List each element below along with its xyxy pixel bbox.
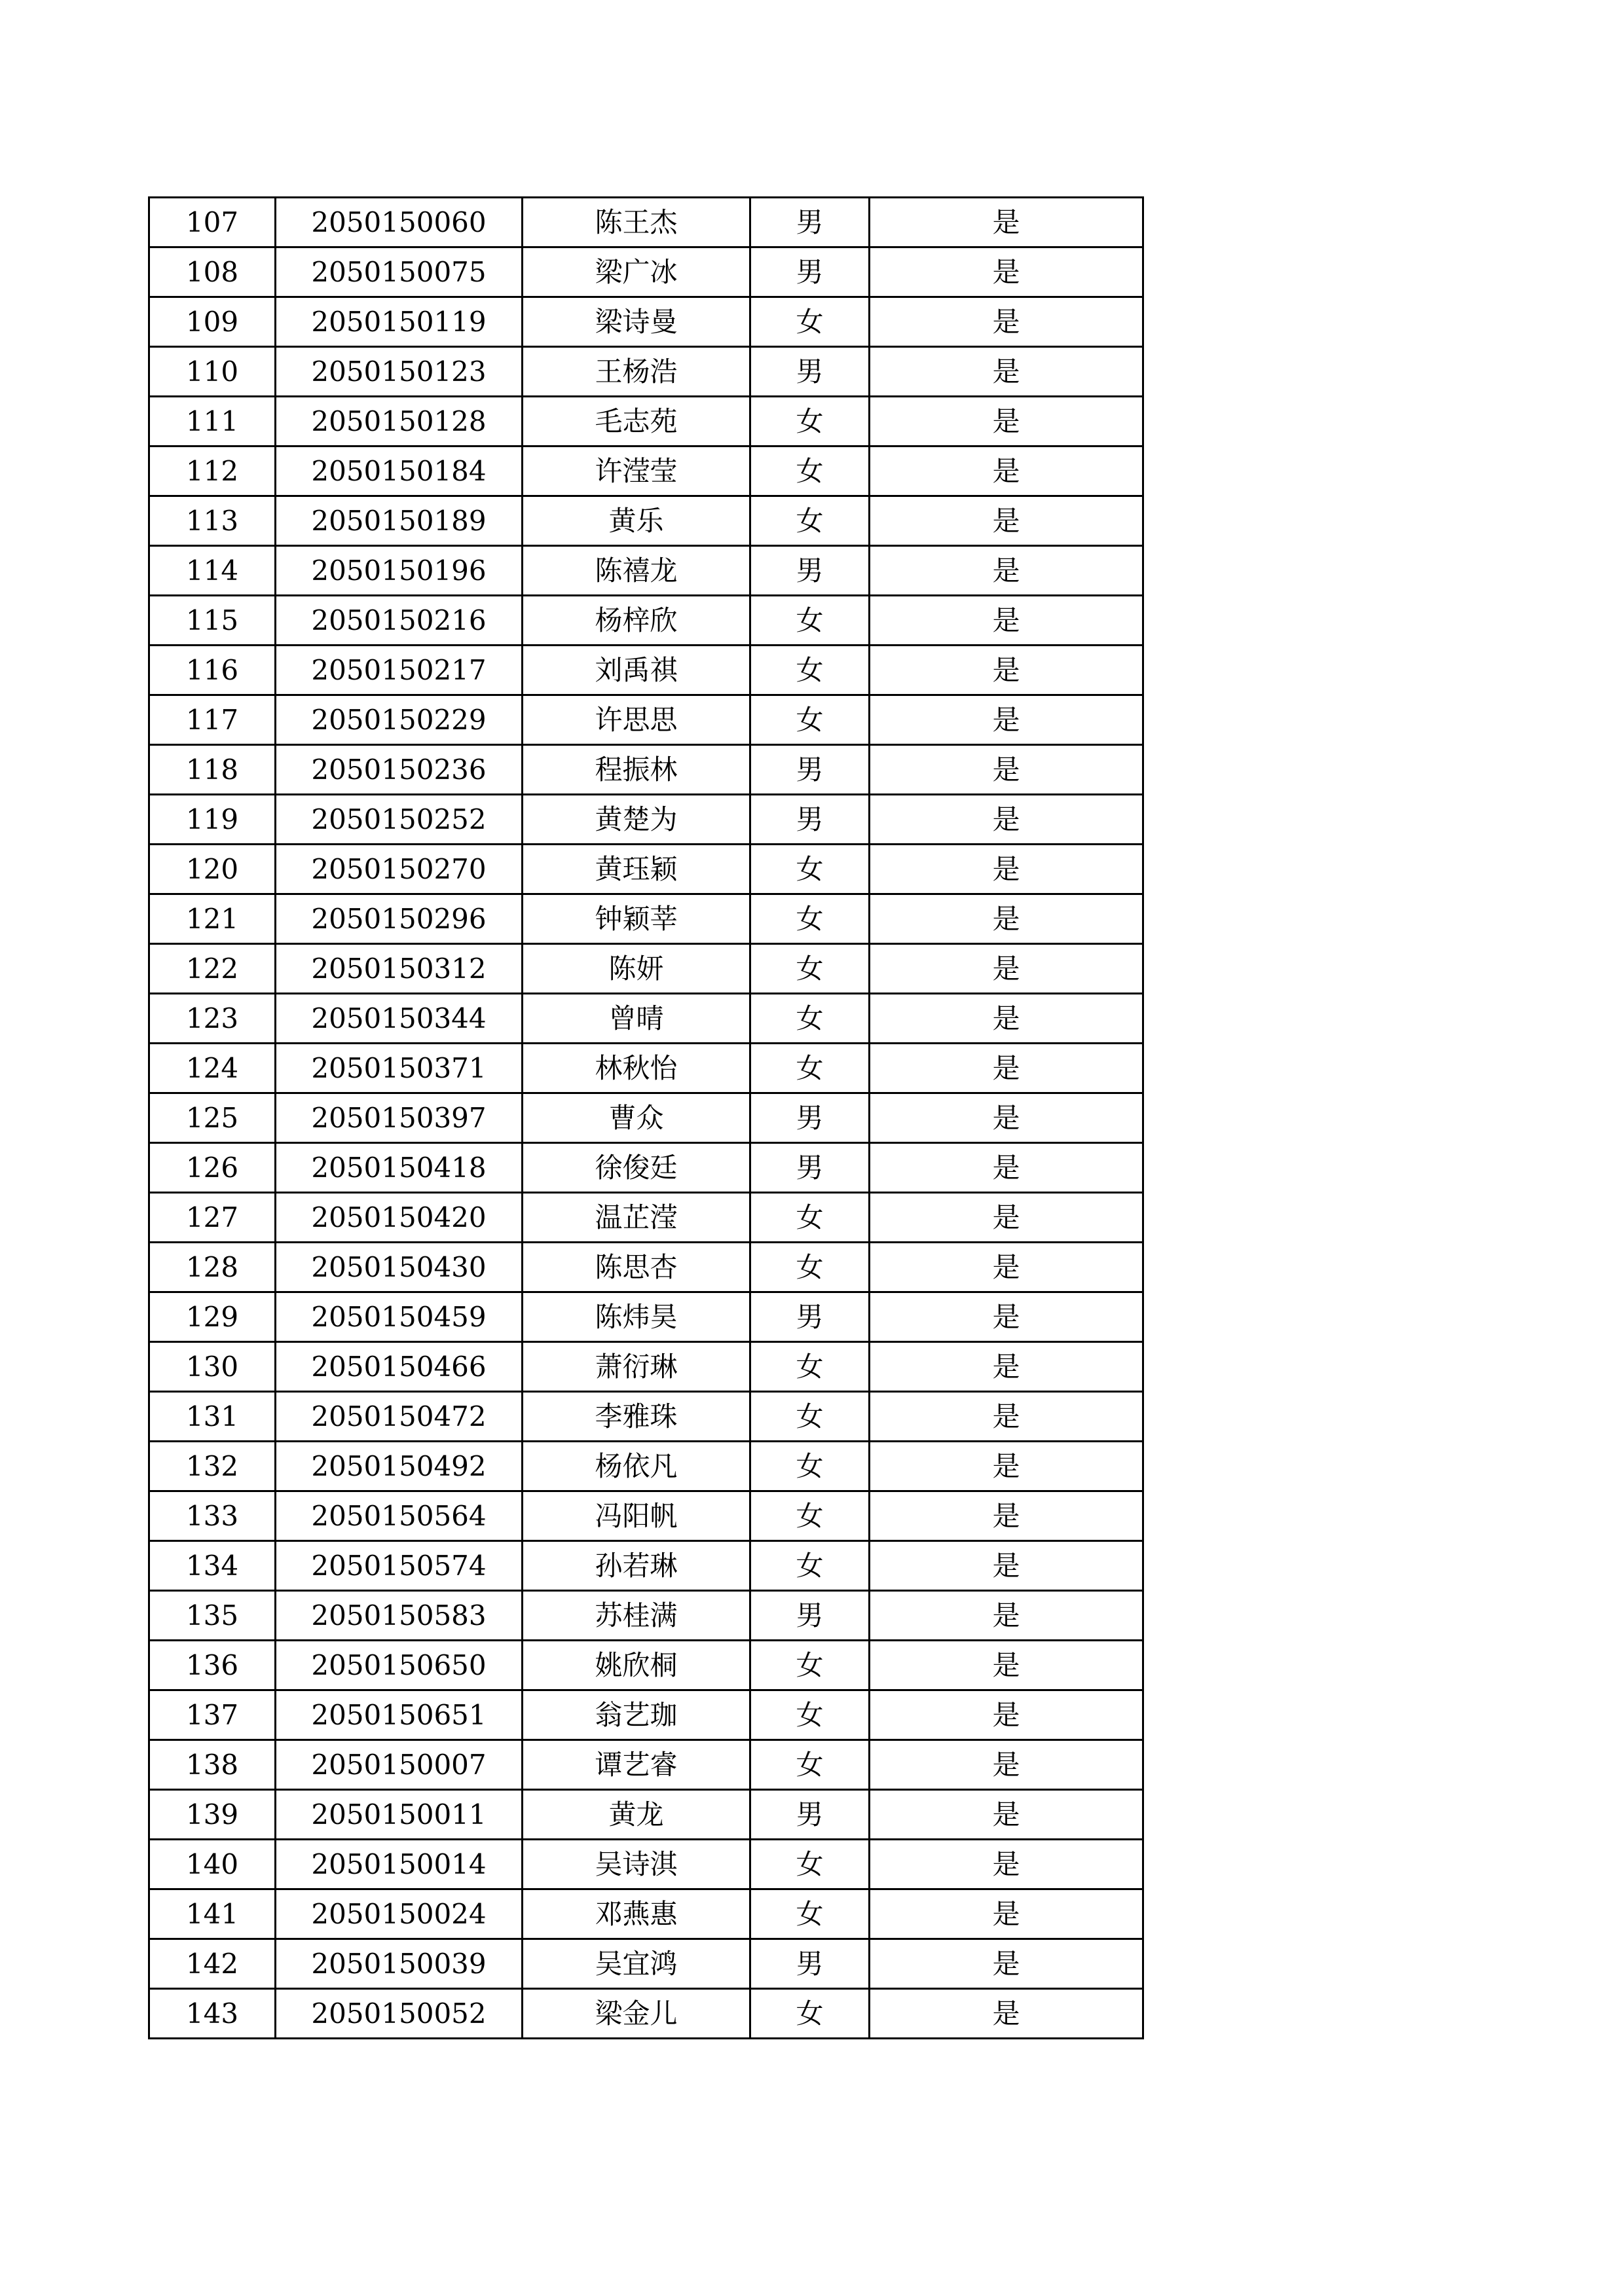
- gender-cell: 男: [750, 1939, 870, 1989]
- gender-cell: 女: [750, 1243, 870, 1292]
- row-number-cell: 122: [149, 944, 276, 994]
- student-name-cell: 杨梓欣: [523, 596, 750, 646]
- row-number-cell: 113: [149, 496, 276, 546]
- table-row: [149, 496, 1143, 546]
- table-row: [149, 1939, 1143, 1989]
- student-name-cell: 姚欣桐: [523, 1641, 750, 1690]
- status-cell: 是: [870, 1690, 1143, 1740]
- status-cell: 是: [870, 1044, 1143, 1093]
- student-name-cell: 邓燕惠: [523, 1889, 750, 1939]
- gender-cell: 女: [750, 1541, 870, 1591]
- student-table: [148, 196, 1144, 2039]
- row-number-cell: 117: [149, 695, 276, 745]
- row-number-cell: 120: [149, 845, 276, 894]
- table-row: [149, 1840, 1143, 1889]
- row-number-cell: 134: [149, 1541, 276, 1591]
- status-cell: 是: [870, 994, 1143, 1044]
- student-id-cell: 2050150270: [276, 845, 523, 894]
- row-number-cell: 111: [149, 397, 276, 446]
- student-name-cell: 陈妍: [523, 944, 750, 994]
- row-number-cell: 115: [149, 596, 276, 646]
- gender-cell: 女: [750, 944, 870, 994]
- gender-cell: 女: [750, 1989, 870, 2039]
- student-name-cell: 吴诗淇: [523, 1840, 750, 1889]
- table-row: [149, 1342, 1143, 1392]
- gender-cell: 女: [750, 1840, 870, 1889]
- student-name-cell: 黄楚为: [523, 795, 750, 845]
- student-id-cell: 2050150184: [276, 446, 523, 496]
- table-row: [149, 446, 1143, 496]
- row-number-cell: 109: [149, 297, 276, 347]
- row-number-cell: 137: [149, 1690, 276, 1740]
- student-id-cell: 2050150196: [276, 546, 523, 596]
- gender-cell: 女: [750, 596, 870, 646]
- status-cell: 是: [870, 496, 1143, 546]
- table-row: [149, 546, 1143, 596]
- student-name-cell: 吴宜鸿: [523, 1939, 750, 1989]
- table-row: [149, 1690, 1143, 1740]
- student-id-cell: 2050150418: [276, 1143, 523, 1193]
- table-row: [149, 1889, 1143, 1939]
- row-number-cell: 128: [149, 1243, 276, 1292]
- gender-cell: 女: [750, 397, 870, 446]
- gender-cell: 女: [750, 994, 870, 1044]
- status-cell: 是: [870, 1591, 1143, 1641]
- student-name-cell: 萧衍琳: [523, 1342, 750, 1392]
- table-row: [149, 795, 1143, 845]
- gender-cell: 女: [750, 446, 870, 496]
- gender-cell: 女: [750, 1193, 870, 1243]
- student-name-cell: 黄乐: [523, 496, 750, 546]
- gender-cell: 女: [750, 894, 870, 944]
- status-cell: 是: [870, 1442, 1143, 1491]
- table-row: [149, 1591, 1143, 1641]
- status-cell: 是: [870, 646, 1143, 695]
- student-name-cell: 王杨浩: [523, 347, 750, 397]
- student-id-cell: 2050150252: [276, 795, 523, 845]
- student-id-cell: 2050150229: [276, 695, 523, 745]
- student-name-cell: 陈思杏: [523, 1243, 750, 1292]
- table-row: [149, 1491, 1143, 1541]
- table-row: [149, 845, 1143, 894]
- student-id-cell: 2050150014: [276, 1840, 523, 1889]
- row-number-cell: 125: [149, 1093, 276, 1143]
- row-number-cell: 108: [149, 247, 276, 297]
- student-name-cell: 杨依凡: [523, 1442, 750, 1491]
- status-cell: 是: [870, 795, 1143, 845]
- row-number-cell: 129: [149, 1292, 276, 1342]
- student-name-cell: 钟颖莘: [523, 894, 750, 944]
- student-name-cell: 翁艺珈: [523, 1690, 750, 1740]
- row-number-cell: 131: [149, 1392, 276, 1442]
- student-name-cell: 曾晴: [523, 994, 750, 1044]
- status-cell: 是: [870, 1939, 1143, 1989]
- gender-cell: 男: [750, 745, 870, 795]
- student-table-body: [149, 198, 1143, 2039]
- student-id-cell: 2050150466: [276, 1342, 523, 1392]
- status-cell: 是: [870, 1392, 1143, 1442]
- student-id-cell: 2050150007: [276, 1740, 523, 1790]
- status-cell: 是: [870, 845, 1143, 894]
- student-id-cell: 2050150296: [276, 894, 523, 944]
- table-row: [149, 1292, 1143, 1342]
- student-id-cell: 2050150052: [276, 1989, 523, 2039]
- gender-cell: 男: [750, 247, 870, 297]
- table-row: [149, 1243, 1143, 1292]
- table-row: [149, 1740, 1143, 1790]
- gender-cell: 女: [750, 496, 870, 546]
- table-row: [149, 894, 1143, 944]
- student-name-cell: 徐俊廷: [523, 1143, 750, 1193]
- status-cell: 是: [870, 1243, 1143, 1292]
- student-id-cell: 2050150459: [276, 1292, 523, 1342]
- table-row: [149, 1044, 1143, 1093]
- row-number-cell: 107: [149, 198, 276, 247]
- table-row: [149, 297, 1143, 347]
- gender-cell: 男: [750, 1292, 870, 1342]
- student-id-cell: 2050150583: [276, 1591, 523, 1641]
- gender-cell: 女: [750, 1690, 870, 1740]
- row-number-cell: 112: [149, 446, 276, 496]
- status-cell: 是: [870, 1740, 1143, 1790]
- status-cell: 是: [870, 1342, 1143, 1392]
- status-cell: 是: [870, 397, 1143, 446]
- row-number-cell: 133: [149, 1491, 276, 1541]
- student-id-cell: 2050150128: [276, 397, 523, 446]
- table-row: [149, 994, 1143, 1044]
- status-cell: 是: [870, 1889, 1143, 1939]
- table-row: [149, 1790, 1143, 1840]
- table-row: [149, 596, 1143, 646]
- student-id-cell: 2050150650: [276, 1641, 523, 1690]
- gender-cell: 女: [750, 1044, 870, 1093]
- student-name-cell: 陈王杰: [523, 198, 750, 247]
- gender-cell: 女: [750, 1889, 870, 1939]
- row-number-cell: 139: [149, 1790, 276, 1840]
- student-id-cell: 2050150651: [276, 1690, 523, 1740]
- table-row: [149, 397, 1143, 446]
- status-cell: 是: [870, 745, 1143, 795]
- student-id-cell: 2050150492: [276, 1442, 523, 1491]
- student-id-cell: 2050150060: [276, 198, 523, 247]
- student-id-cell: 2050150344: [276, 994, 523, 1044]
- student-name-cell: 孙若琳: [523, 1541, 750, 1591]
- gender-cell: 男: [750, 1790, 870, 1840]
- student-id-cell: 2050150312: [276, 944, 523, 994]
- table-row: [149, 1193, 1143, 1243]
- student-name-cell: 林秋怡: [523, 1044, 750, 1093]
- student-id-cell: 2050150216: [276, 596, 523, 646]
- student-name-cell: 梁广冰: [523, 247, 750, 297]
- gender-cell: 男: [750, 1591, 870, 1641]
- status-cell: 是: [870, 347, 1143, 397]
- student-id-cell: 2050150024: [276, 1889, 523, 1939]
- student-id-cell: 2050150119: [276, 297, 523, 347]
- student-name-cell: 梁金儿: [523, 1989, 750, 2039]
- status-cell: 是: [870, 198, 1143, 247]
- student-name-cell: 黄珏颖: [523, 845, 750, 894]
- gender-cell: 男: [750, 198, 870, 247]
- student-id-cell: 2050150123: [276, 347, 523, 397]
- gender-cell: 女: [750, 1740, 870, 1790]
- status-cell: 是: [870, 446, 1143, 496]
- row-number-cell: 140: [149, 1840, 276, 1889]
- status-cell: 是: [870, 1491, 1143, 1541]
- status-cell: 是: [870, 297, 1143, 347]
- student-name-cell: 苏桂满: [523, 1591, 750, 1641]
- gender-cell: 女: [750, 845, 870, 894]
- status-cell: 是: [870, 894, 1143, 944]
- student-id-cell: 2050150189: [276, 496, 523, 546]
- gender-cell: 男: [750, 546, 870, 596]
- gender-cell: 男: [750, 1093, 870, 1143]
- student-name-cell: 曹众: [523, 1093, 750, 1143]
- student-id-cell: 2050150371: [276, 1044, 523, 1093]
- student-id-cell: 2050150420: [276, 1193, 523, 1243]
- status-cell: 是: [870, 1541, 1143, 1591]
- student-id-cell: 2050150472: [276, 1392, 523, 1442]
- row-number-cell: 132: [149, 1442, 276, 1491]
- status-cell: 是: [870, 1989, 1143, 2039]
- row-number-cell: 138: [149, 1740, 276, 1790]
- student-id-cell: 2050150039: [276, 1939, 523, 1989]
- status-cell: 是: [870, 1840, 1143, 1889]
- student-name-cell: 刘禹祺: [523, 646, 750, 695]
- table-row: [149, 1641, 1143, 1690]
- gender-cell: 女: [750, 1491, 870, 1541]
- table-row: [149, 247, 1143, 297]
- gender-cell: 女: [750, 1442, 870, 1491]
- table-row: [149, 1143, 1143, 1193]
- row-number-cell: 127: [149, 1193, 276, 1243]
- row-number-cell: 142: [149, 1939, 276, 1989]
- student-name-cell: 冯阳帆: [523, 1491, 750, 1541]
- gender-cell: 女: [750, 297, 870, 347]
- row-number-cell: 114: [149, 546, 276, 596]
- row-number-cell: 136: [149, 1641, 276, 1690]
- table-row: [149, 745, 1143, 795]
- status-cell: 是: [870, 546, 1143, 596]
- status-cell: 是: [870, 1143, 1143, 1193]
- status-cell: 是: [870, 1790, 1143, 1840]
- status-cell: 是: [870, 1193, 1143, 1243]
- student-id-cell: 2050150011: [276, 1790, 523, 1840]
- status-cell: 是: [870, 944, 1143, 994]
- student-name-cell: 毛志苑: [523, 397, 750, 446]
- status-cell: 是: [870, 1641, 1143, 1690]
- gender-cell: 女: [750, 695, 870, 745]
- student-id-cell: 2050150236: [276, 745, 523, 795]
- student-name-cell: 许滢莹: [523, 446, 750, 496]
- student-name-cell: 程振林: [523, 745, 750, 795]
- student-name-cell: 陈禧龙: [523, 546, 750, 596]
- gender-cell: 男: [750, 795, 870, 845]
- student-name-cell: 李雅珠: [523, 1392, 750, 1442]
- table-row: [149, 695, 1143, 745]
- row-number-cell: 123: [149, 994, 276, 1044]
- row-number-cell: 110: [149, 347, 276, 397]
- row-number-cell: 130: [149, 1342, 276, 1392]
- row-number-cell: 116: [149, 646, 276, 695]
- student-name-cell: 温芷滢: [523, 1193, 750, 1243]
- row-number-cell: 126: [149, 1143, 276, 1193]
- gender-cell: 男: [750, 1143, 870, 1193]
- student-id-cell: 2050150397: [276, 1093, 523, 1143]
- table-row: [149, 1989, 1143, 2039]
- student-name-cell: 黄龙: [523, 1790, 750, 1840]
- student-name-cell: 许思思: [523, 695, 750, 745]
- gender-cell: 女: [750, 1342, 870, 1392]
- row-number-cell: 135: [149, 1591, 276, 1641]
- table-row: [149, 1541, 1143, 1591]
- status-cell: 是: [870, 1093, 1143, 1143]
- student-id-cell: 2050150075: [276, 247, 523, 297]
- student-name-cell: 谭艺睿: [523, 1740, 750, 1790]
- row-number-cell: 121: [149, 894, 276, 944]
- table-row: [149, 347, 1143, 397]
- row-number-cell: 124: [149, 1044, 276, 1093]
- row-number-cell: 118: [149, 745, 276, 795]
- table-row: [149, 646, 1143, 695]
- student-id-cell: 2050150430: [276, 1243, 523, 1292]
- student-id-cell: 2050150564: [276, 1491, 523, 1541]
- table-row: [149, 1093, 1143, 1143]
- row-number-cell: 141: [149, 1889, 276, 1939]
- table-row: [149, 1392, 1143, 1442]
- row-number-cell: 143: [149, 1989, 276, 2039]
- status-cell: 是: [870, 695, 1143, 745]
- table-row: [149, 1442, 1143, 1491]
- gender-cell: 男: [750, 347, 870, 397]
- student-id-cell: 2050150574: [276, 1541, 523, 1591]
- student-name-cell: 陈炜昊: [523, 1292, 750, 1342]
- student-id-cell: 2050150217: [276, 646, 523, 695]
- gender-cell: 女: [750, 1392, 870, 1442]
- table-row: [149, 198, 1143, 247]
- gender-cell: 女: [750, 646, 870, 695]
- status-cell: 是: [870, 247, 1143, 297]
- gender-cell: 女: [750, 1641, 870, 1690]
- status-cell: 是: [870, 1292, 1143, 1342]
- row-number-cell: 119: [149, 795, 276, 845]
- table-row: [149, 944, 1143, 994]
- status-cell: 是: [870, 596, 1143, 646]
- student-name-cell: 梁诗曼: [523, 297, 750, 347]
